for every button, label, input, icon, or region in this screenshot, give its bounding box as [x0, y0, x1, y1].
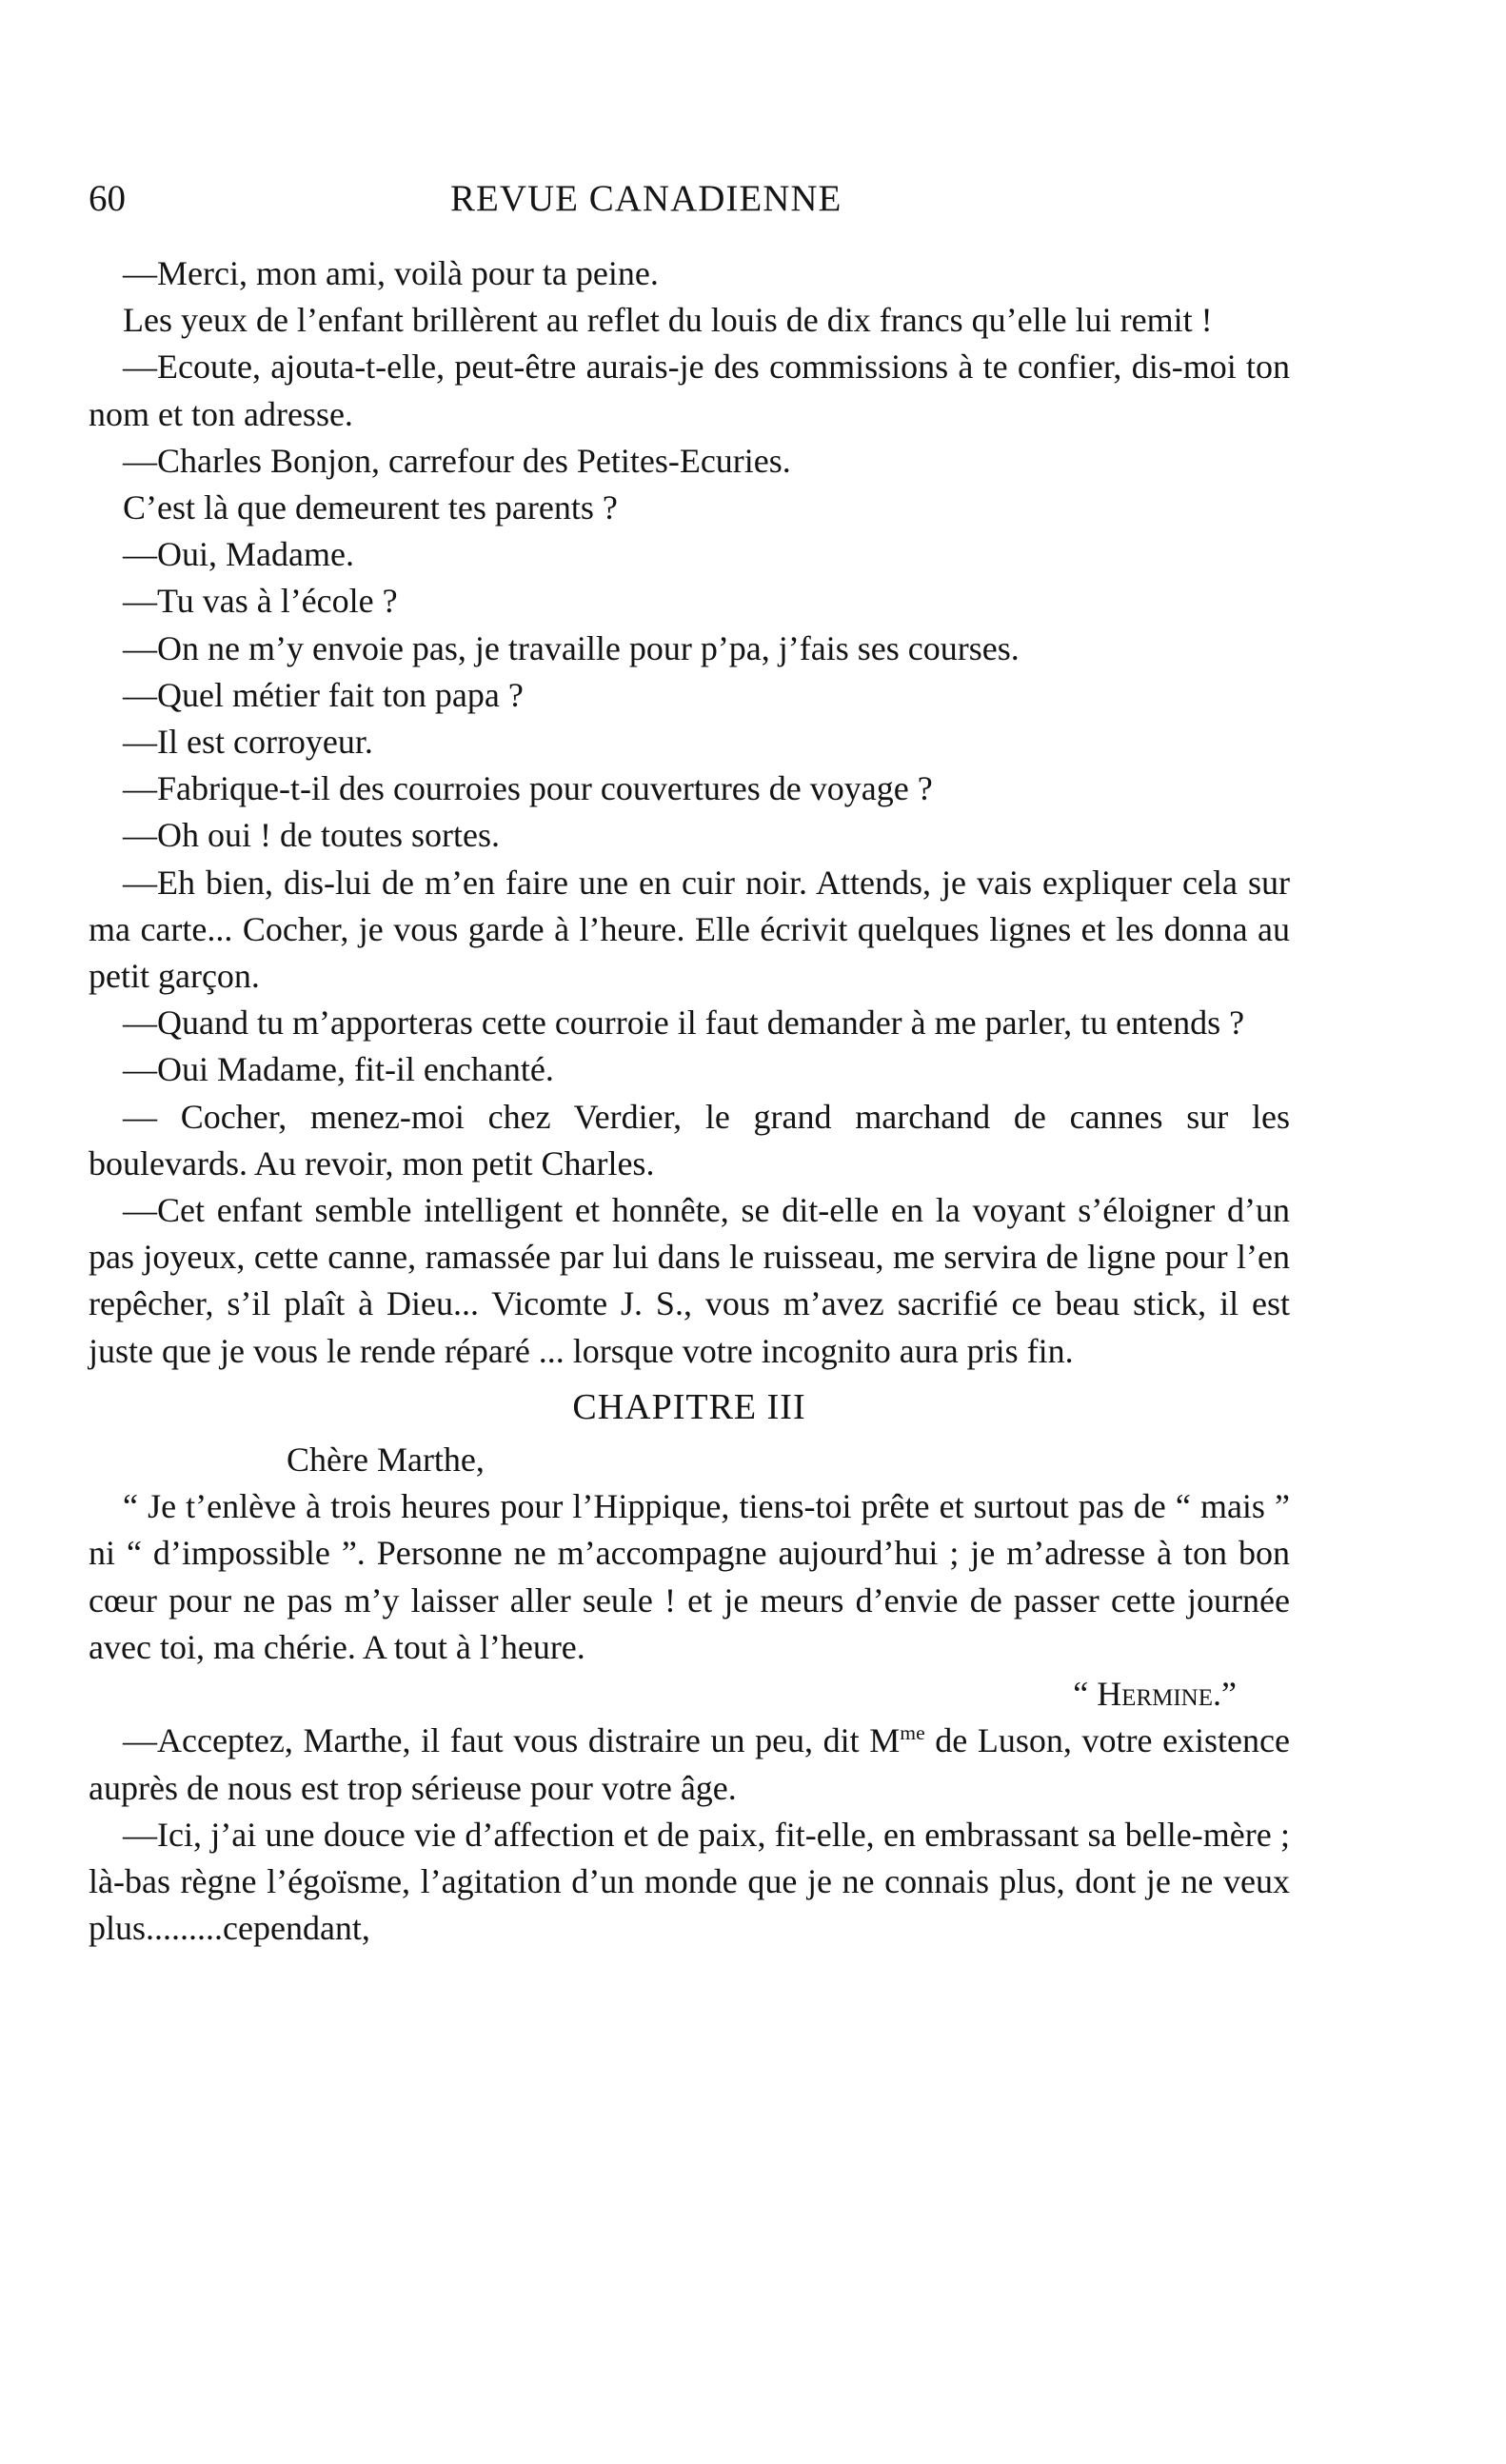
- paragraph: —Eh bien, dis-lui de m’en faire une en cuir noir. Attends, je vais expliquer cela sur ma carte... Cocher, je vous garde à l’heure. Elle écrivit quelques lignes et les donna au petit garçon.: [89, 863, 1290, 996]
- running-title: REVUE CANADIENNE: [450, 178, 842, 219]
- paragraph-text: de Luson, votre existence auprès de nous est trop sérieuse pour votre âge.: [89, 1721, 1290, 1807]
- superscript: me: [900, 1721, 925, 1745]
- paragraph: —Tu vas à l’école ?: [123, 582, 398, 621]
- paragraph: —Oh oui ! de toutes sortes.: [123, 816, 500, 855]
- paragraph: —Quel métier fait ton papa ?: [123, 675, 524, 714]
- paragraph: —Fabrique-t-il des courroies pour couvertures de voyage ?: [123, 769, 933, 808]
- paragraph: —Quand tu m’apporteras cette courroie il faut demander à me parler, tu entends ?: [123, 1003, 1245, 1043]
- paragraph: —Oui Madame, fit-il enchanté.: [123, 1050, 554, 1089]
- letter-body: “ Je t’enlève à trois heures pour l’Hippique, tiens-toi prête et surtout pas de “ mais ” ni “ d’impossible ”. Personne ne m’accompagne aujourd’hui ; je m’adresse à ton bon cœur pour ne pas m’y laisser aller seule ! et je meurs d’envie de passer cette journée avec toi, ma chérie. A tout à l’heure.: [89, 1487, 1290, 1666]
- paragraph: —Charles Bonjon, carrefour des Petites-Ecuries.: [123, 441, 791, 480]
- signature-open-quote: “: [1073, 1675, 1098, 1714]
- running-header: [89, 177, 1288, 227]
- paragraph: — Cocher, menez-moi chez Verdier, le grand marchand de cannes sur les boulevards. Au revoir, mon petit Charles.: [89, 1097, 1290, 1182]
- letter-signature: [89, 1671, 1290, 1718]
- letter-salutation: Chère Marthe,: [287, 1441, 485, 1480]
- paragraph: C’est là que demeurent tes parents ?: [123, 488, 618, 527]
- chapter-heading: CHAPITRE III: [572, 1386, 806, 1427]
- paragraph: —On ne m’y envoie pas, je travaille pour p’pa, j’fais ses courses.: [123, 628, 1020, 667]
- signature-name: Hermine.: [1097, 1675, 1222, 1714]
- paragraph: —Ici, j’ai une douce vie d’affection et de paix, fit-elle, en embrassant sa belle-mère ; là-bas règne l’égoïsme, l’agitation d’un monde que je ne connais plus, dont je ne veux plus.........cependant,: [89, 1815, 1290, 1948]
- paragraph-text: —Acceptez, Marthe, il faut vous distraire un peu, dit M: [123, 1721, 901, 1760]
- paragraph: Les yeux de l’enfant brillèrent au reflet du louis de dix francs qu’elle lui remit !: [123, 301, 1213, 340]
- paragraph: —Oui, Madame.: [123, 535, 354, 574]
- paragraph: —Merci, mon ami, voilà pour ta peine.: [123, 254, 659, 292]
- paragraph: —Il est corroyeur.: [123, 723, 373, 762]
- paragraph: —Ecoute, ajouta-t-elle, peut-être aurais-je des commissions à te confier, dis-moi ton nom et ton adresse.: [89, 348, 1290, 433]
- signature-close-quote: ”: [1221, 1675, 1237, 1714]
- paragraph: —Cet enfant semble intelligent et honnête, se dit-elle en la voyant s’éloigner d’un pas joyeux, cette canne, ramassée par lui dans le ruisseau, me servira de ligne pour l’en repêcher, s’il plaît à Dieu... Vicomte J. S., vous m’avez sacrifié ce beau stick, il est juste que je vous le rende réparé ... lorsque votre incognito aura pris fin.: [89, 1191, 1290, 1370]
- paragraph: [89, 1718, 1290, 1811]
- page-number: 60: [89, 178, 126, 219]
- page-body: [89, 250, 1290, 1952]
